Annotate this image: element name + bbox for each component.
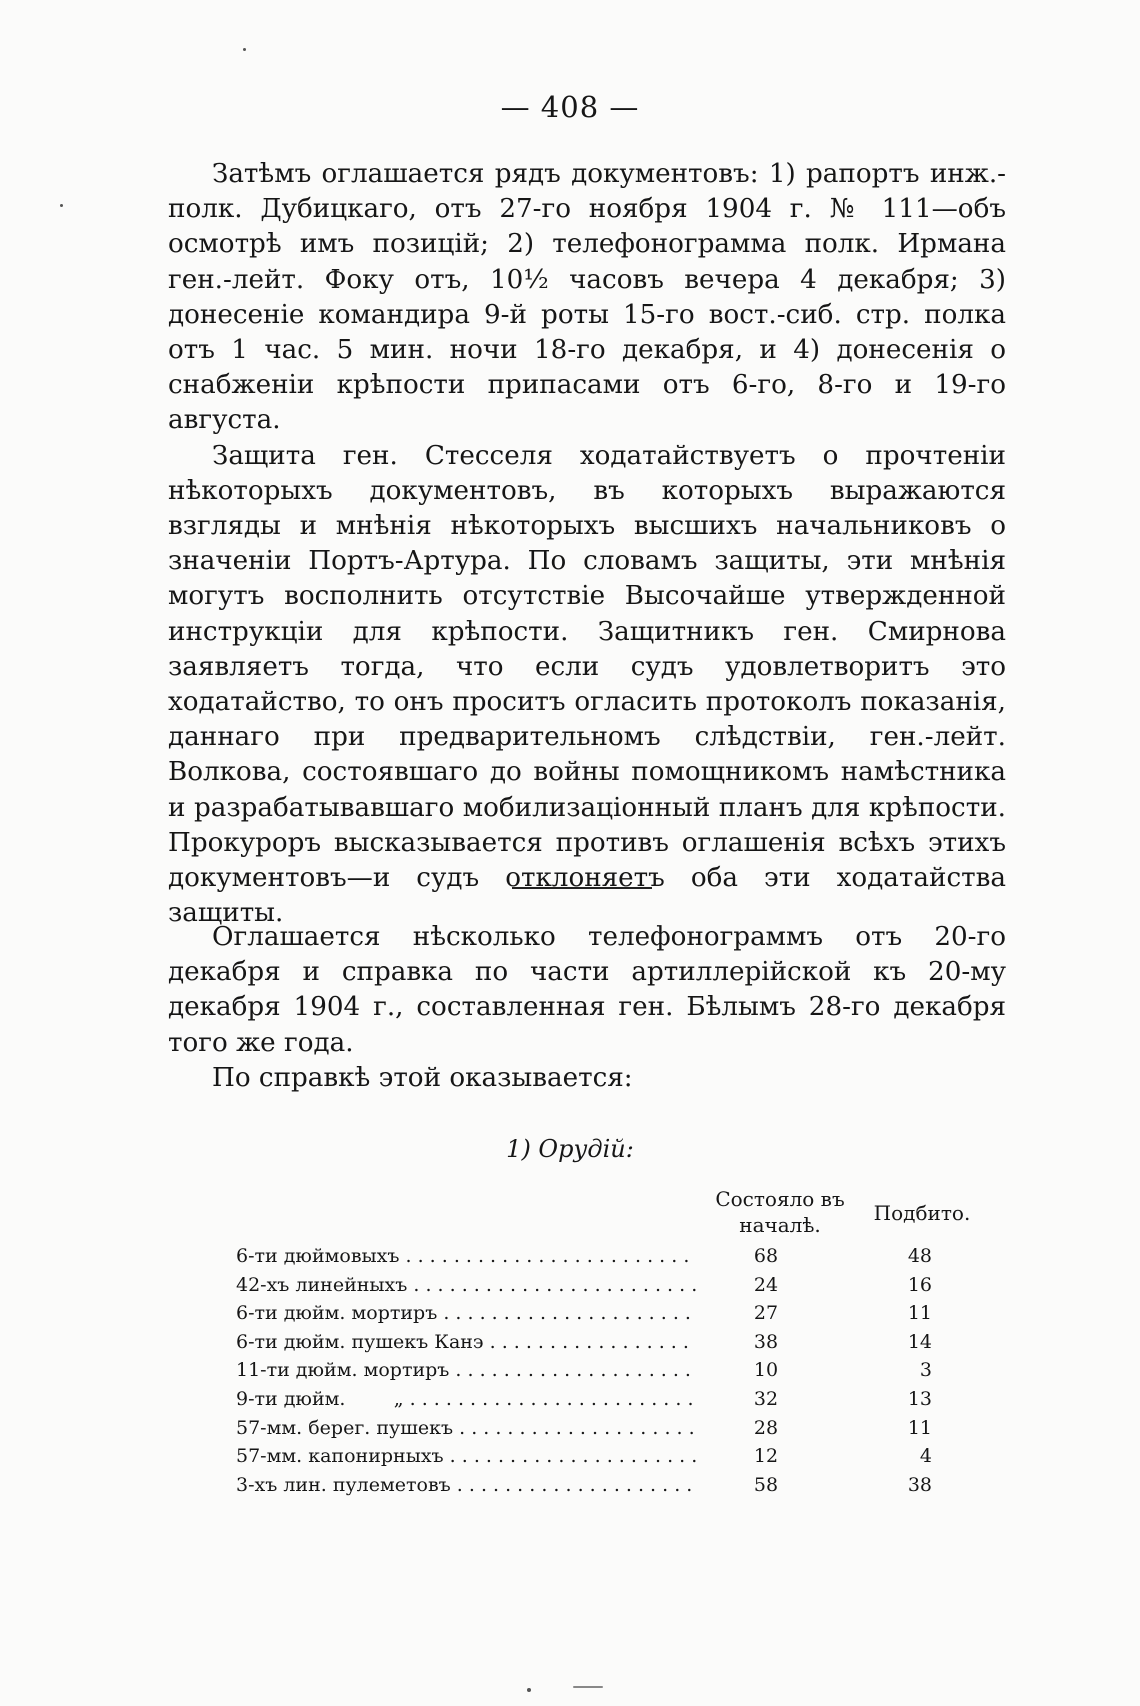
section-divider — [512, 887, 652, 889]
row-start-value: 27 — [753, 1302, 779, 1325]
row-hit-value: 11 — [907, 1416, 932, 1439]
row-name: 57-мм. берег. пушекъ . . . — [236, 1414, 696, 1443]
row-hit-value: 14 — [907, 1330, 932, 1353]
table-row — [236, 1471, 976, 1500]
column-header-start: Состояло въ началѣ. — [715, 1187, 845, 1237]
page-number: — 408 — — [500, 90, 640, 124]
row-hit-value: 16 — [907, 1273, 932, 1296]
table-row — [236, 1356, 976, 1385]
row-name: 3-хъ лин. пулеметовъ . . . — [236, 1471, 696, 1500]
row-start-value: 32 — [753, 1387, 779, 1410]
scan-speck — [60, 204, 63, 207]
row-name: 9-ти дюйм. „ . . . — [236, 1385, 696, 1414]
row-hit-value: 3 — [919, 1359, 932, 1382]
table-row — [236, 1442, 976, 1471]
row-start-value: 68 — [753, 1245, 779, 1267]
table-row — [236, 1414, 976, 1443]
row-name: 42-хъ линейныхъ . . . — [236, 1271, 696, 1300]
paragraph: Защита ген. Стесселя ходатайствуетъ о прочтеніи нѣкоторыхъ документовъ, въ которыхъ выражаются взгляды и мнѣнія нѣкоторыхъ высшихъ начальниковъ о значеніи Портъ-Артура. По словамъ защиты, эти мнѣнія могутъ восполнить отсутствіе Высочайше утвержденной инструкціи для крѣпости. Защитникъ ген. Смирнова заявляетъ тогда, что если судъ удовлетворитъ это ходатайство, то онъ проситъ огласить протоколъ показанія, даннаго при предварительномъ слѣдствіи, ген.-лейт. Волкова, состоявшаго до войны помощникомъ намѣстника и разрабатывавшаго мобилизаціонный планъ для крѣпости. Прокуроръ высказывается противъ оглашенія всѣхъ этихъ документовъ—и судъ отклоняетъ оба эти ходатайства защиты. — [168, 440, 1006, 929]
body-text-top — [168, 157, 1006, 931]
row-hit-value: 38 — [907, 1473, 932, 1496]
scan-speck — [573, 1686, 603, 1688]
row-hit-value: 4 — [919, 1445, 932, 1468]
row-start-value: 38 — [753, 1330, 779, 1353]
row-start-value: 28 — [753, 1416, 779, 1439]
row-hit-value: 11 — [907, 1302, 932, 1325]
paragraph: Оглашается нѣсколько телефонограммъ отъ 20-го декабря и справка по части артиллерійской къ 20-му декабря 1904 г., составленная ген. Бѣлымъ 28-го декабря того же года. — [168, 922, 1006, 1058]
row-name: 6-ти дюймовыхъ . . . — [236, 1242, 696, 1271]
guns-table — [236, 1242, 976, 1499]
row-start-value: 24 — [753, 1273, 779, 1296]
paragraph: По справкѣ этой оказывается: — [212, 1062, 633, 1093]
row-name: 6-ти дюйм. мортиръ . . . — [236, 1299, 696, 1328]
scan-speck — [527, 1688, 531, 1692]
table-row — [236, 1328, 976, 1357]
scan-speck — [243, 48, 246, 51]
row-name: 57-мм. капонирныхъ . . . — [236, 1442, 696, 1471]
row-hit-value: 48 — [907, 1245, 932, 1267]
table-row — [236, 1271, 976, 1300]
table-row — [236, 1299, 976, 1328]
row-name: 11-ти дюйм. мортиръ . . . — [236, 1356, 696, 1385]
row-start-value: 12 — [753, 1445, 779, 1468]
table-row — [236, 1385, 976, 1414]
table-title: 1) Орудій: — [506, 1135, 634, 1163]
body-text-bottom — [168, 920, 1006, 1096]
column-header-hit: Подбито. — [873, 1201, 971, 1225]
row-start-value: 58 — [753, 1473, 779, 1496]
row-hit-value: 13 — [907, 1387, 932, 1410]
row-start-value: 10 — [753, 1359, 779, 1382]
table-row — [236, 1242, 976, 1271]
row-name: 6-ти дюйм. пушекъ Канэ . . . — [236, 1328, 696, 1357]
paragraph: Затѣмъ оглашается рядъ документовъ: 1) рапортъ инж.-полк. Дубицкаго, отъ 27-го ноября 1904 г. № 111—объ осмотрѣ имъ позицій; 2) телефонограмма полк. Ирмана ген.-лейт. Фоку отъ, 10½ часовъ вечера 4 декабря; 3) донесеніе командира 9-й роты 15-го вост.-сиб. стр. полка отъ 1 час. 5 мин. ночи 18-го декабря, и 4) донесенія о снабженіи крѣпости припасами отъ 6-го, 8-го и 19-го августа. — [168, 159, 1006, 436]
